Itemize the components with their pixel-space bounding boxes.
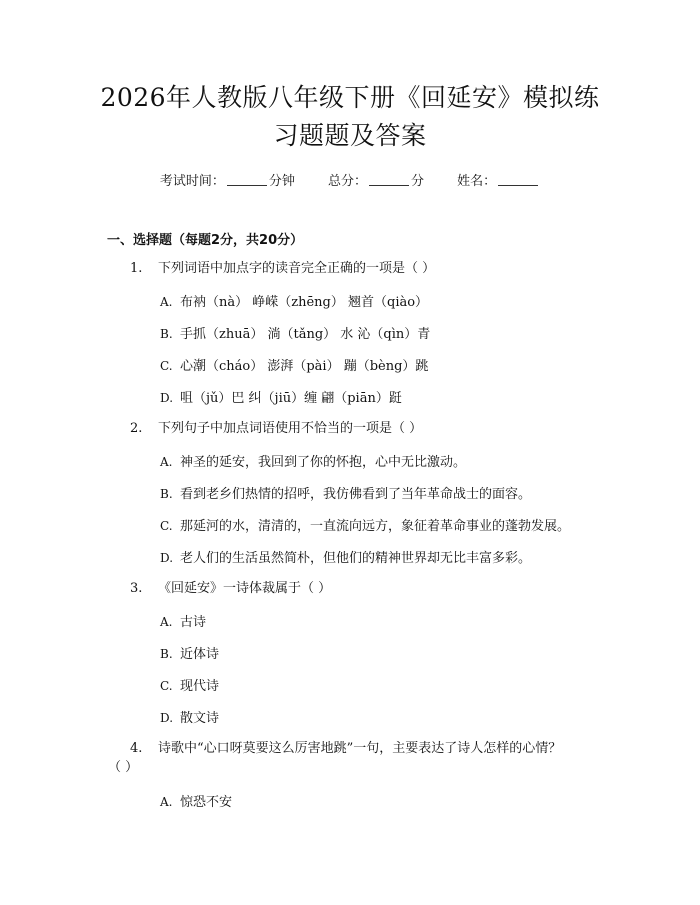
option-letter: C.: [160, 519, 173, 533]
option-letter: D.: [160, 711, 174, 725]
option-letter: B.: [160, 327, 173, 341]
name-blank: [498, 173, 538, 186]
option-1c: [160, 357, 428, 376]
option-letter: B.: [160, 647, 173, 661]
option-letter: A.: [160, 455, 173, 469]
option-letter: D.: [160, 391, 174, 405]
question-text: 下列句子中加点词语使用不恰当的一项是（ ）: [158, 421, 423, 436]
option-text: 那延河的水，清清的，一直流向远方，象征着革命事业的蓬勃发展。: [180, 519, 571, 534]
option-letter: A.: [160, 615, 173, 629]
question-number: 3.: [130, 581, 143, 596]
option-text: 布衲（nà） 峥嵘（zhēng） 翘首（qiào）: [180, 295, 429, 310]
option-text: 神圣的延安，我回到了你的怀抱，心中无比激动。: [180, 455, 467, 470]
score-blank: [369, 173, 409, 186]
question-number: 1.: [130, 261, 143, 276]
option-letter: A.: [160, 295, 173, 309]
question-4-continuation: （ ）: [108, 760, 139, 775]
option-letter: A.: [160, 795, 173, 809]
question-4: [130, 740, 561, 758]
option-2a: [160, 453, 466, 472]
page-title-line-1: 2026年人教版八年级下册《回延安》模拟练: [100, 83, 600, 112]
exam-info: [0, 170, 700, 189]
option-3d: [160, 709, 219, 728]
question-number: 4.: [130, 741, 143, 756]
section-heading-choice: 一、选择题（每题2分，共20分）: [107, 233, 304, 248]
option-text: 看到老乡们热情的招呼，我仿佛看到了当年革命战士的面容。: [180, 487, 532, 502]
question-1: [130, 260, 435, 278]
question-text: 《回延安》一诗体裁属于（ ）: [158, 581, 332, 596]
option-1d: [160, 389, 402, 408]
score-label: 总分：: [327, 174, 367, 189]
question-text: 诗歌中“心口呀莫要这么厉害地跳”一句，主要表达了诗人怎样的心情？: [158, 741, 562, 756]
option-1b: [160, 325, 430, 344]
option-text: 咀（jǔ）巴 纠（jiū）缠 翩（piān）跹: [180, 391, 402, 406]
time-label: 考试时间：: [159, 174, 225, 189]
option-text: 古诗: [180, 615, 207, 630]
option-text: 老人们的生活虽然简朴，但他们的精神世界却无比丰富多彩。: [180, 551, 532, 566]
page-title-line-2: 习题题及答案: [273, 121, 427, 150]
option-2c: [160, 517, 570, 536]
option-3b: [160, 645, 219, 664]
option-1a: [160, 293, 428, 312]
question-3: [130, 580, 331, 598]
question-2: [130, 420, 422, 438]
score-unit: 分: [411, 174, 425, 189]
option-letter: C.: [160, 359, 173, 373]
option-letter: B.: [160, 487, 173, 501]
option-text: 心潮（cháo） 澎湃（pài） 蹦（bèng）跳: [180, 359, 429, 374]
question-text: 下列词语中加点字的读音完全正确的一项是（ ）: [158, 261, 436, 276]
option-text: 散文诗: [180, 711, 220, 726]
option-4a: [160, 793, 232, 812]
question-number: 2.: [130, 421, 143, 436]
option-text: 手抓（zhuā） 淌（tǎng） 水 沁（qìn）青: [180, 327, 431, 342]
option-letter: D.: [160, 551, 174, 565]
time-blank: [227, 173, 267, 186]
option-text: 现代诗: [180, 679, 220, 694]
option-letter: C.: [160, 679, 173, 693]
option-2b: [160, 485, 531, 504]
option-2d: [160, 549, 531, 568]
option-3a: [160, 613, 206, 632]
option-text: 惊恐不安: [180, 795, 233, 810]
option-3c: [160, 677, 219, 696]
name-label: 姓名：: [457, 174, 497, 189]
time-unit: 分钟: [268, 174, 295, 189]
option-text: 近体诗: [180, 647, 220, 662]
